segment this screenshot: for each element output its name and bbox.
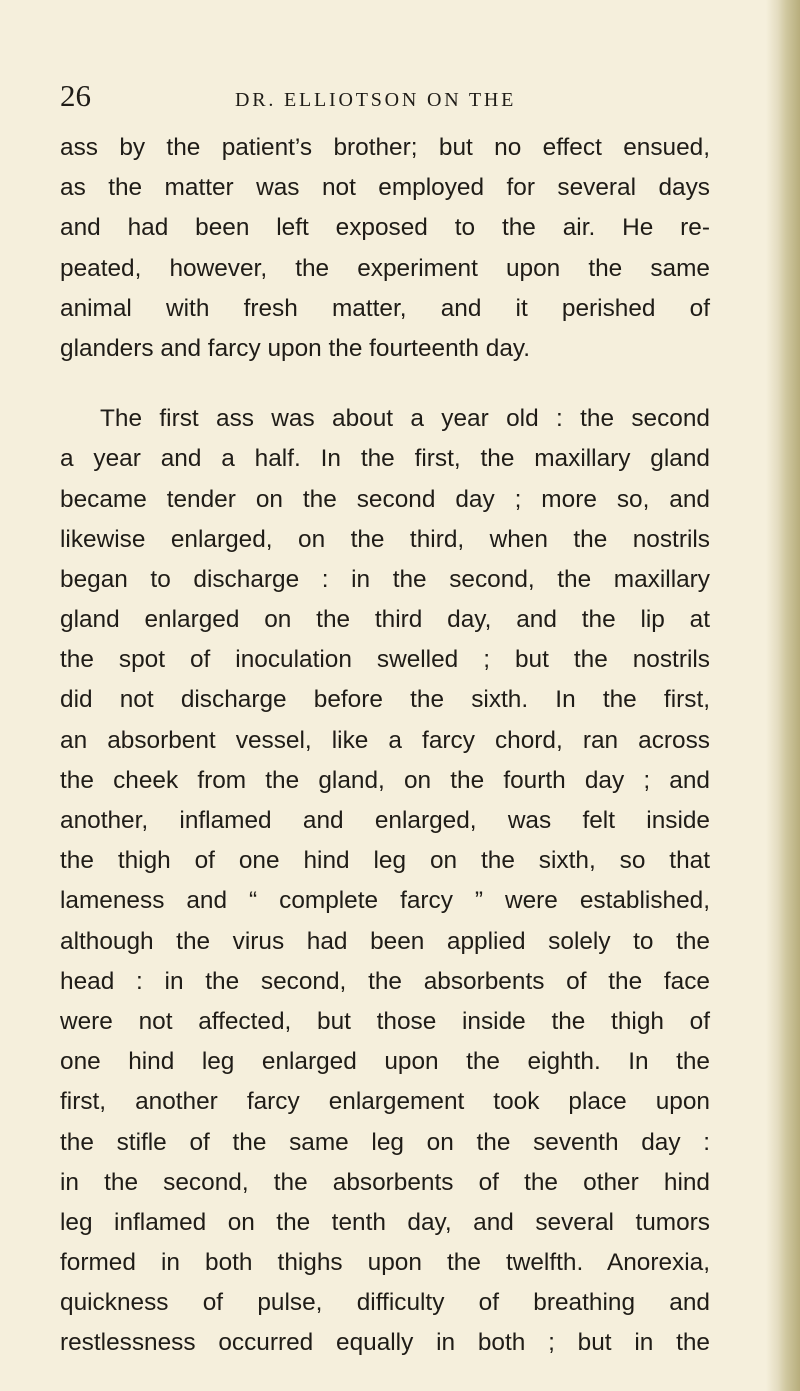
paragraph-2 [60, 399, 710, 1364]
text-line: ass by the patient’s brother; but no effect ensued, [60, 134, 710, 161]
text-line: first, another farcy enlargement took place upon [60, 1088, 710, 1116]
paragraph-gap [60, 369, 710, 399]
text-line: likewise enlarged, on the third, when the nostrils [60, 525, 710, 553]
text-line: were not affected, but those inside the thigh of [60, 1007, 710, 1035]
text-line: an absorbent vessel, like a farcy chord, ran across [60, 726, 710, 754]
page-edge-shadow [766, 0, 800, 1391]
paragraph-1 [60, 128, 710, 369]
text-line: peated, however, the experiment upon the same [60, 254, 710, 282]
body-text [60, 128, 710, 1364]
text-line: began to discharge : in the second, the maxillary [60, 565, 710, 593]
text-line: the spot of inoculation swelled ; but the nostrils [60, 646, 710, 674]
text-line: in the second, the absorbents of the other hind [60, 1168, 710, 1196]
text-line: as the matter was not employed for several days [60, 174, 710, 202]
text-line: lameness and “ complete farcy ” were established, [60, 887, 710, 915]
page-number: 26 [60, 78, 91, 113]
text-line: another, inflamed and enlarged, was felt inside [60, 807, 710, 834]
text-line: the cheek from the gland, on the fourth day ; and [60, 766, 710, 794]
text-line: although the virus had been applied solely to the [60, 927, 710, 955]
text-line: the thigh of one hind leg on the sixth, so that [60, 847, 710, 875]
text-line: became tender on the second day ; more so, and [60, 485, 710, 513]
text-line: leg inflamed on the tenth day, and several tumors [60, 1208, 710, 1236]
page-header [60, 78, 760, 118]
text-line: restlessness occurred equally in both ; but in the [60, 1329, 710, 1357]
running-head: DR. ELLIOTSON ON THE [235, 89, 517, 111]
text-line: quickness of pulse, difficulty of breathing and [60, 1289, 710, 1317]
text-line: a year and a half. In the first, the maxillary gland [60, 445, 710, 473]
text-line: and had been left exposed to the air. He re- [60, 214, 710, 242]
text-line: did not discharge before the sixth. In the first, [60, 686, 710, 714]
text-line: The first ass was about a year old : the second [100, 405, 710, 433]
text-line: the stifle of the same leg on the seventh day : [60, 1128, 710, 1156]
text-line: formed in both thighs upon the twelfth. Anorexia, [60, 1249, 710, 1277]
text-line: head : in the second, the absorbents of the face [60, 967, 710, 995]
text-line: gland enlarged on the third day, and the lip at [60, 606, 710, 634]
text-line: one hind leg enlarged upon the eighth. In the [60, 1048, 710, 1076]
text-line: glanders and farcy upon the fourteenth day. [60, 334, 531, 362]
text-line: animal with fresh matter, and it perished of [60, 294, 710, 322]
